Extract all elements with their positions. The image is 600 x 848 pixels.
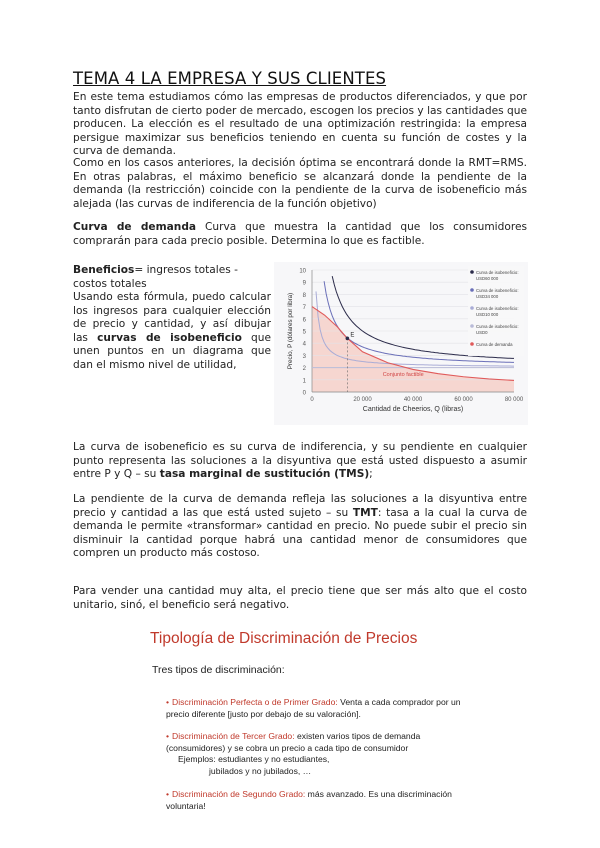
legend-marker-4 <box>470 342 474 346</box>
x-tick-label: 40 000 <box>403 397 423 403</box>
isoprofit-chart <box>274 262 528 425</box>
demand-definition <box>73 221 527 248</box>
y-tick-label: 0 <box>302 390 306 397</box>
slide-item-third-degree: • Discriminación de Tercer Grado: existen varios tipos de demanda (consumidores) y se cobra un precio a cada tipo de consumidor Ejemplos: estudiantes y no estudiantes, jubilados y no jubilados, … <box>166 731 466 777</box>
sell-paragraph: Para vender una cantidad muy alta, el precio tiene que ser más alto que el costo unitario, sinó, el beneficio será negativo. <box>73 585 527 611</box>
intro-paragraph-2: Como en los casos anteriores, la decisión óptima se encontrará donde la RMT=RMS. En otras palabras, el máximo beneficio se alcanzará donde la pendiente de la demanda (la restricción) coincide con la pendiente de la curva de isobeneficio más alejada (las curvas de indiferencia de la función objetivo) <box>73 157 527 210</box>
demand-slope-paragraph: La pendiente de la curva de demanda refleja las soluciones a la disyuntiva entre precio y cantidad a las que está usted sujeto – su TMT: tasa a la cual la curva de demanda le permite «transformar» cantidad en precio. No puede subir el precio sin disminuir la cantidad porque habrá una cantidad menor de consumidores que compren un producto más costoso. <box>73 493 528 560</box>
isoprofit-explanation: Usando esta fórmula, puedo calcular los ingresos para cualquier elección de precio y cantidad, y así dibujar las curvas de isobeneficio que unen puntos en un diagrama que dan el mismo nivel de utilidad, <box>73 291 272 371</box>
example-line-2: jubilados y no jubilados, … <box>209 765 312 776</box>
slide-item-first-degree: • Discriminación Perfecta o de Primer Grado: Venta a cada comprador por un precio diferente [justo por debajo de su valoración]. <box>166 697 461 719</box>
y-tick-label: 3 <box>302 353 306 360</box>
y-tick-label: 6 <box>302 317 306 324</box>
tmt-term: TMT <box>352 506 378 519</box>
page-title: TEMA 4 LA EMPRESA Y SUS CLIENTES <box>73 69 387 88</box>
legend-marker-3 <box>470 324 474 328</box>
legend-marker-0 <box>470 270 474 274</box>
y-tick-label: 7 <box>302 305 306 312</box>
tms-term: tasa marginal de sustitución (TMS) <box>159 468 370 481</box>
feasible-set-label: Conjunto factible <box>382 372 424 379</box>
bullet-icon: • <box>166 697 170 707</box>
x-tick-label: 0 <box>310 397 314 403</box>
y-tick-label: 8 <box>302 292 306 299</box>
profit-text: = ingresos totales - costos totales <box>73 264 238 290</box>
legend-marker-1 <box>470 288 474 292</box>
slide-item-second-degree: • Discriminación de Segundo Grado: más avanzado. Es una discriminación voluntaria! <box>166 789 452 811</box>
y-tick-label: 4 <box>302 341 306 348</box>
slide-title: Tipología de Discriminación de Precios <box>150 630 418 647</box>
y-tick-label: 10 <box>299 268 306 275</box>
x-axis-label: Cantidad de Cheerios, Q (libras) <box>362 406 464 413</box>
legend-entry-0: Curva de isobeneficio: USD60 000 <box>476 270 519 281</box>
legend-entry-3: Curva de isobeneficio: USD0 <box>476 324 519 335</box>
legend-entry-1: Curva de isobeneficio: USD34 000 <box>476 288 519 299</box>
bullet-icon: • <box>166 731 170 741</box>
demand-text: Curva que muestra la cantidad que los consumidores comprarán para cada precio posible. Determina lo que es factible. <box>73 221 527 247</box>
y-tick-label: 9 <box>302 280 306 287</box>
isoprofit-term: curvas de isobeneficio <box>97 331 242 344</box>
demand-term: Curva de demanda <box>73 221 197 233</box>
x-tick-label: 20 000 <box>353 397 372 403</box>
example-line-1: Ejemplos: estudiantes y no estudiantes, <box>178 754 330 764</box>
y-axis-label: Precio, P (dólares por libra) <box>287 292 294 370</box>
slide-subtitle: Tres tipos de discriminación: <box>152 664 285 676</box>
y-tick-label: 2 <box>302 366 306 373</box>
intro-paragraph-1: En este tema estudiamos cómo las empresas de productos diferenciados, y que por tanto disfrutan de cierto poder de mercado, escogen los precios y las cantidades que producen. La elección es el resultado de una optimización restringida: la empresa persigue maximizar sus beneficios teniendo en cuenta su función de costes y la curva de demanda. <box>73 91 527 158</box>
profit-term: Beneficios <box>73 264 135 276</box>
y-tick-label: 5 <box>302 329 306 336</box>
point-e-marker <box>346 337 350 341</box>
x-tick-label: 60 000 <box>454 397 473 403</box>
legend-entry-2: Curva de isobeneficio: USD10 000 <box>476 306 519 317</box>
x-tick-label: 80 000 <box>504 397 524 403</box>
legend-entry-4: Curva de demanda <box>476 342 513 347</box>
profit-definition <box>73 264 271 291</box>
y-tick-label: 1 <box>302 378 306 385</box>
point-e-label: E <box>350 332 355 339</box>
isoprofit-paragraph: La curva de isobeneficio es su curva de indiferencia, y su pendiente en cualquier punto representa las soluciones a la disyuntiva que está usted dispuesto a asumir entre P y Q – su tasa marginal de sustitución (TMS); <box>73 441 527 481</box>
legend-marker-2 <box>470 306 474 310</box>
bullet-icon: • <box>166 789 170 799</box>
